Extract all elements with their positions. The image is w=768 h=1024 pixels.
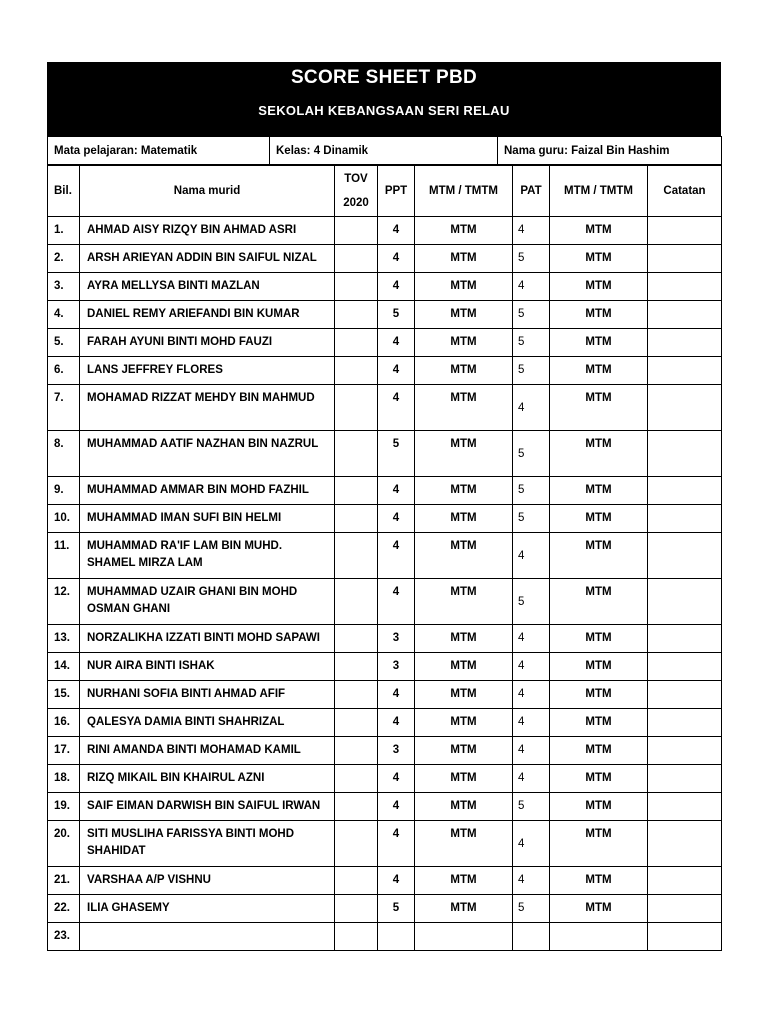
pat-score: 4 [513, 821, 550, 867]
ppt-status: MTM [415, 821, 513, 867]
ppt-score: 4 [378, 385, 415, 431]
pat-status: MTM [550, 681, 648, 709]
col-header-tov-line1: TOV [344, 173, 368, 185]
ppt-status: MTM [415, 217, 513, 245]
notes-cell [648, 329, 722, 357]
pat-status: MTM [550, 477, 648, 505]
pat-status: MTM [550, 329, 648, 357]
ppt-score: 4 [378, 579, 415, 625]
tov-score [335, 737, 378, 765]
pat-status: MTM [550, 301, 648, 329]
student-name: ARSH ARIEYAN ADDIN BIN SAIFUL NIZAL [80, 245, 335, 273]
student-rows [48, 217, 722, 951]
info-table [47, 136, 722, 165]
student-name: MUHAMMAD AATIF NAZHAN BIN NAZRUL [80, 431, 335, 477]
pat-status: MTM [550, 653, 648, 681]
student-name: ILIA GHASEMY [80, 895, 335, 923]
notes-cell [648, 821, 722, 867]
teacher-label: Nama guru: Faizal Bin Hashim [498, 137, 722, 165]
pat-status: MTM [550, 765, 648, 793]
pat-score: 5 [513, 245, 550, 273]
student-name: NORZALIKHA IZZATI BINTI MOHD SAPAWI [80, 625, 335, 653]
subject-label: Mata pelajaran: Matematik [48, 137, 270, 165]
tov-score [335, 625, 378, 653]
tov-score [335, 681, 378, 709]
row-number: 8. [48, 431, 80, 477]
ppt-status: MTM [415, 681, 513, 709]
row-number: 18. [48, 765, 80, 793]
col-header-notes: Catatan [648, 166, 722, 217]
row-number: 4. [48, 301, 80, 329]
ppt-status: MTM [415, 431, 513, 477]
row-number: 14. [48, 653, 80, 681]
notes-cell [648, 895, 722, 923]
student-name: SAIF EIMAN DARWISH BIN SAIFUL IRWAN [80, 793, 335, 821]
student-name [80, 923, 335, 951]
table-row [48, 301, 722, 329]
ppt-status: MTM [415, 357, 513, 385]
ppt-status: MTM [415, 329, 513, 357]
table-row [48, 625, 722, 653]
table-row [48, 431, 722, 477]
table-row [48, 273, 722, 301]
pat-score: 4 [513, 653, 550, 681]
sheet-title: SCORE SHEET PBD [290, 67, 478, 88]
ppt-status: MTM [415, 579, 513, 625]
tov-score [335, 357, 378, 385]
student-name: MUHAMMAD AMMAR BIN MOHD FAZHIL [80, 477, 335, 505]
sheet-header [47, 62, 721, 136]
notes-cell [648, 653, 722, 681]
student-name: RIZQ MIKAIL BIN KHAIRUL AZNI [80, 765, 335, 793]
row-number: 9. [48, 477, 80, 505]
tov-score [335, 431, 378, 477]
table-row [48, 653, 722, 681]
tov-score [335, 505, 378, 533]
pat-score: 5 [513, 793, 550, 821]
pat-status: MTM [550, 533, 648, 579]
col-header-mtm1: MTM / TMTM [415, 166, 513, 217]
student-name: FARAH AYUNI BINTI MOHD FAUZI [80, 329, 335, 357]
ppt-status: MTM [415, 385, 513, 431]
row-number: 16. [48, 709, 80, 737]
tov-score [335, 477, 378, 505]
notes-cell [648, 793, 722, 821]
ppt-score: 4 [378, 709, 415, 737]
student-name: DANIEL REMY ARIEFANDI BIN KUMAR [80, 301, 335, 329]
ppt-status: MTM [415, 737, 513, 765]
col-header-mtm2: MTM / TMTM [550, 166, 648, 217]
ppt-score: 4 [378, 477, 415, 505]
student-name: NUR AIRA BINTI ISHAK [80, 653, 335, 681]
tov-score [335, 867, 378, 895]
row-number: 21. [48, 867, 80, 895]
student-name: AYRA MELLYSA BINTI MAZLAN [80, 273, 335, 301]
table-row [48, 765, 722, 793]
pat-score: 4 [513, 533, 550, 579]
pat-status: MTM [550, 431, 648, 477]
tov-score [335, 329, 378, 357]
pat-score: 4 [513, 737, 550, 765]
table-row [48, 867, 722, 895]
pat-score: 4 [513, 765, 550, 793]
pat-score: 4 [513, 385, 550, 431]
pat-status: MTM [550, 737, 648, 765]
row-number: 3. [48, 273, 80, 301]
table-row [48, 329, 722, 357]
pat-status: MTM [550, 867, 648, 895]
ppt-score: 5 [378, 431, 415, 477]
ppt-status: MTM [415, 625, 513, 653]
row-number: 23. [48, 923, 80, 951]
notes-cell [648, 431, 722, 477]
pat-status: MTM [550, 385, 648, 431]
row-number: 11. [48, 533, 80, 579]
ppt-status: MTM [415, 793, 513, 821]
tov-score [335, 923, 378, 951]
student-name: MUHAMMAD RA'IF LAM BIN MUHD. SHAMEL MIRZA LAM [80, 533, 335, 579]
ppt-score: 3 [378, 653, 415, 681]
ppt-score: 4 [378, 681, 415, 709]
ppt-score: 5 [378, 895, 415, 923]
tov-score [335, 217, 378, 245]
tov-score [335, 245, 378, 273]
row-number: 7. [48, 385, 80, 431]
notes-cell [648, 737, 722, 765]
notes-cell [648, 505, 722, 533]
ppt-status: MTM [415, 867, 513, 895]
notes-cell [648, 273, 722, 301]
ppt-status: MTM [415, 301, 513, 329]
pat-score: 4 [513, 867, 550, 895]
pat-status: MTM [550, 625, 648, 653]
pat-score: 4 [513, 681, 550, 709]
col-header-ppt: PPT [378, 166, 415, 217]
notes-cell [648, 625, 722, 653]
col-header-name: Nama murid [80, 166, 335, 217]
table-row [48, 533, 722, 579]
notes-cell [648, 709, 722, 737]
row-number: 2. [48, 245, 80, 273]
table-row [48, 505, 722, 533]
table-row [48, 709, 722, 737]
pat-status [550, 923, 648, 951]
ppt-score: 4 [378, 533, 415, 579]
row-number: 17. [48, 737, 80, 765]
pat-status: MTM [550, 357, 648, 385]
row-number: 5. [48, 329, 80, 357]
ppt-status: MTM [415, 477, 513, 505]
student-name: SITI MUSLIHA FARISSYA BINTI MOHD SHAHIDAT [80, 821, 335, 867]
table-row [48, 895, 722, 923]
table-row [48, 579, 722, 625]
pat-status: MTM [550, 505, 648, 533]
tov-score [335, 301, 378, 329]
tov-score [335, 821, 378, 867]
notes-cell [648, 533, 722, 579]
pat-score: 5 [513, 329, 550, 357]
col-header-bil: Bil. [48, 166, 80, 217]
student-name: QALESYA DAMIA BINTI SHAHRIZAL [80, 709, 335, 737]
table-row [48, 923, 722, 951]
tov-score [335, 709, 378, 737]
notes-cell [648, 765, 722, 793]
ppt-status: MTM [415, 765, 513, 793]
tov-score [335, 793, 378, 821]
tov-score [335, 579, 378, 625]
pat-score: 5 [513, 431, 550, 477]
notes-cell [648, 217, 722, 245]
row-number: 19. [48, 793, 80, 821]
table-row [48, 821, 722, 867]
pat-score: 4 [513, 273, 550, 301]
ppt-status: MTM [415, 273, 513, 301]
table-row [48, 217, 722, 245]
tov-score [335, 895, 378, 923]
ppt-status: MTM [415, 895, 513, 923]
pat-score: 5 [513, 477, 550, 505]
table-row [48, 477, 722, 505]
table-row [48, 737, 722, 765]
ppt-status [415, 923, 513, 951]
class-label: Kelas: 4 Dinamik [270, 137, 498, 165]
ppt-score: 4 [378, 821, 415, 867]
ppt-score: 4 [378, 245, 415, 273]
notes-cell [648, 385, 722, 431]
ppt-score: 4 [378, 765, 415, 793]
notes-cell [648, 923, 722, 951]
ppt-status: MTM [415, 709, 513, 737]
pat-score: 4 [513, 709, 550, 737]
pat-score: 5 [513, 301, 550, 329]
notes-cell [648, 245, 722, 273]
student-name: RINI AMANDA BINTI MOHAMAD KAMIL [80, 737, 335, 765]
student-name: MUHAMMAD UZAIR GHANI BIN MOHD OSMAN GHANI [80, 579, 335, 625]
pat-status: MTM [550, 579, 648, 625]
student-name: AHMAD AISY RIZQY BIN AHMAD ASRI [80, 217, 335, 245]
column-header-row [48, 166, 722, 217]
pat-score: 5 [513, 895, 550, 923]
ppt-status: MTM [415, 653, 513, 681]
row-number: 20. [48, 821, 80, 867]
ppt-score: 4 [378, 357, 415, 385]
student-name: MOHAMAD RIZZAT MEHDY BIN MAHMUD [80, 385, 335, 431]
ppt-status: MTM [415, 533, 513, 579]
score-table [47, 165, 722, 951]
ppt-score: 4 [378, 273, 415, 301]
pat-status: MTM [550, 793, 648, 821]
notes-cell [648, 477, 722, 505]
table-row [48, 681, 722, 709]
ppt-score: 4 [378, 329, 415, 357]
ppt-score: 3 [378, 625, 415, 653]
table-row [48, 793, 722, 821]
notes-cell [648, 357, 722, 385]
table-row [48, 245, 722, 273]
col-header-pat: PAT [513, 166, 550, 217]
pat-status: MTM [550, 821, 648, 867]
tov-score [335, 385, 378, 431]
pat-score [513, 923, 550, 951]
tov-score [335, 653, 378, 681]
ppt-score: 4 [378, 793, 415, 821]
tov-score [335, 273, 378, 301]
tov-score [335, 533, 378, 579]
student-name: MUHAMMAD IMAN SUFI BIN HELMI [80, 505, 335, 533]
notes-cell [648, 681, 722, 709]
student-name: LANS JEFFREY FLORES [80, 357, 335, 385]
school-name: SEKOLAH KEBANGSAAN SERI RELAU [258, 103, 510, 118]
row-number: 6. [48, 357, 80, 385]
notes-cell [648, 301, 722, 329]
row-number: 12. [48, 579, 80, 625]
pat-status: MTM [550, 895, 648, 923]
ppt-score: 3 [378, 737, 415, 765]
pat-score: 5 [513, 579, 550, 625]
student-name: NURHANI SOFIA BINTI AHMAD AFIF [80, 681, 335, 709]
notes-cell [648, 867, 722, 895]
ppt-score [378, 923, 415, 951]
ppt-score: 5 [378, 301, 415, 329]
ppt-score: 4 [378, 505, 415, 533]
row-number: 22. [48, 895, 80, 923]
col-header-tov [335, 166, 378, 217]
ppt-score: 4 [378, 867, 415, 895]
row-number: 15. [48, 681, 80, 709]
row-number: 1. [48, 217, 80, 245]
ppt-score: 4 [378, 217, 415, 245]
pat-status: MTM [550, 273, 648, 301]
student-name: VARSHAA A/P VISHNU [80, 867, 335, 895]
table-row [48, 385, 722, 431]
ppt-status: MTM [415, 245, 513, 273]
notes-cell [648, 579, 722, 625]
pat-score: 4 [513, 625, 550, 653]
pat-score: 4 [513, 217, 550, 245]
row-number: 10. [48, 505, 80, 533]
pat-status: MTM [550, 245, 648, 273]
pat-score: 5 [513, 357, 550, 385]
tov-score [335, 765, 378, 793]
score-sheet [47, 62, 721, 951]
col-header-tov-line2: 2020 [343, 197, 369, 209]
pat-status: MTM [550, 217, 648, 245]
row-number: 13. [48, 625, 80, 653]
ppt-status: MTM [415, 505, 513, 533]
pat-score: 5 [513, 505, 550, 533]
table-row [48, 357, 722, 385]
pat-status: MTM [550, 709, 648, 737]
